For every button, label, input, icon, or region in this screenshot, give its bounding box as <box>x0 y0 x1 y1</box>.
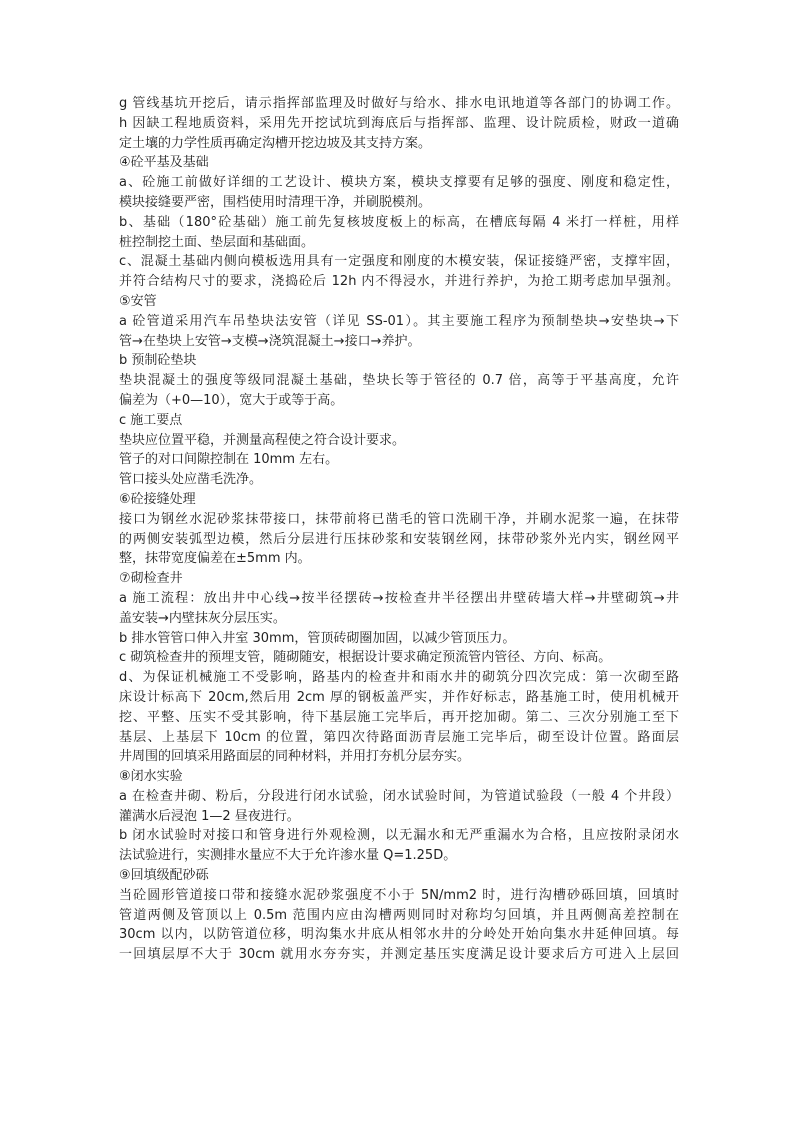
text-line: a 砼管道采用汽车吊垫块法安管（详见 SS-01）。其主要施工程序为预制垫块→安垫块→下 <box>119 313 679 329</box>
text-line: ⑤安管 <box>119 293 157 309</box>
text-line: 床设计标高下 20cm,然后用 2cm 厚的钢板盖严实，并作好标志，路基施工时，使用机械开 <box>119 689 679 705</box>
text-line: ⑥砼接缝处理 <box>119 491 196 507</box>
text-line: g 管线基坑开挖后，请示指挥部监理及时做好与给水、排水电讯地道等各部门的协调工作。 <box>119 96 679 111</box>
text-line: 管道两侧及管顶以上 0.5m 范围内应由沟槽两则同时对称均匀回填，并且两侧高差控制在 <box>119 907 679 923</box>
text-line: 一回填层厚不大于 30cm 就用水夯夯实，并测定基压实度满足设计要求后方可进入上层回 <box>119 947 679 963</box>
text-line: 定土壤的力学性质再确定沟槽开挖边坡及其支持方案。 <box>119 135 432 151</box>
text-line: 灌满水后浸泡 1—2 昼夜进行。 <box>119 808 300 824</box>
text-line: ④砼平基及基础 <box>119 155 209 171</box>
text-line: 垫块混凝土的强度等级同混凝土基础，垫块长等于管径的 0.7 倍，高等于平基高度，允许 <box>119 373 679 389</box>
text-line: ⑨回填级配砂砾 <box>119 868 209 884</box>
text-line: 30cm 以内，以防管道位移，明沟集水井底从相邻水井的分岭处开始向集水井延伸回填。每 <box>119 927 679 943</box>
text-line: 整，抹带宽度偏差在±5mm 内。 <box>119 551 311 567</box>
text-line: 模块接缝要严密，围档使用时清理干净，并刷脱模剂。 <box>119 194 432 210</box>
text-line: 管→在垫块上安管→支模→浇筑混凝土→接口→养护。 <box>119 333 421 349</box>
text-line: 当砼圆形管道接口带和接缝水泥砂浆强度不小于 5N/mm2 时，进行沟槽砂砾回填，回填时 <box>119 887 679 903</box>
text-line: b、基础（180°砼基础）施工前先复核坡度板上的标高，在槽底每隔 4 米打一样桩，用样 <box>119 214 679 230</box>
text-line: 管口接头处应凿毛洗净。 <box>119 472 263 488</box>
text-line: 挖、平整、压实不受其影响，待下基层施工完毕后，再开挖加砌。第二、三次分别施工至下 <box>119 709 679 725</box>
text-line: 法试验进行，实测排水量应不大于允许渗水量 Q=1.25D。 <box>119 848 457 864</box>
text-line: 盖安装→内壁抹灰分层压实。 <box>119 610 286 626</box>
text-line: b 闭水试验时对接口和管身进行外观检测，以无漏水和无严重漏水为合格，且应按附录闭水 <box>119 828 679 844</box>
text-line: d、为保证机械施工不受影响，路基内的检查井和雨水井的砌筑分四次完成：第一次砌至路 <box>119 670 679 686</box>
text-line: a、砼施工前做好详细的工艺设计、模块方案，模块支撑要有足够的强度、刚度和稳定性， <box>119 175 679 191</box>
text-line: 井周围的回填采用路面层的同种材料，并用打夯机分层夯实。 <box>119 749 471 765</box>
text-line: 桩控制挖土面、垫层面和基础面。 <box>119 234 315 250</box>
document-body <box>119 94 679 965</box>
text-line: 基层、上基层下 10cm 的位置，第四次待路面沥青层施工完毕后，砌至设计位置。路面层 <box>119 729 679 745</box>
text-line: 偏差为（+0—10），宽大于或等于高。 <box>119 392 344 408</box>
text-line: a 在检查井砌、粉后，分段进行闭水试验，闭水试验时间，为管道试验段（一般 4 个井段） <box>119 788 679 804</box>
text-line: ⑧闭水实验 <box>119 769 183 785</box>
text-line: 接口为钢丝水泥砂浆抹带接口，抹带前将已凿毛的管口洗刷干净，并刷水泥浆一遍，在抹带 <box>119 511 679 527</box>
text-line: b 排水管管口伸入井室 30mm，管顶砖砌圈加固，以减少管顶压力。 <box>119 630 516 646</box>
text-line: c 砌筑检查井的预埋支管，随砌随安，根据设计要求确定预流管内管径、方向、标高。 <box>119 650 612 666</box>
text-line: b 预制砼垫块 <box>119 353 197 369</box>
text-line: a 施工流程：放出井中心线→按半径摆砖→按检查井半径摆出井壁砖墙大样→井壁砌筑→井 <box>119 590 679 606</box>
text-line: ⑦砌检查井 <box>119 571 183 587</box>
text-line: 并符合结构尺寸的要求，浇捣砼后 12h 内不得浸水，并进行养护，为抢工期考虑加早强剂。 <box>119 274 679 290</box>
text-line: 管子的对口间隙控制在 10mm 左右。 <box>119 452 339 468</box>
text-line: 垫块应位置平稳，并测量高程使之符合设计要求。 <box>119 432 406 448</box>
text-line: c、混凝土基础内侧向模板选用具有一定强度和刚度的木模安装，保证接缝严密，支撑牢固， <box>119 254 679 270</box>
text-line: h 因缺工程地质资料，采用先开挖试坑到海底后与指挥部、监理、设计院质检，财政一道确 <box>119 115 679 131</box>
text-line: 的两侧安装弧型边模，然后分层进行压抹砂浆和安装钢丝网，抹带砂浆外光内实，钢丝网平 <box>119 531 679 547</box>
text-line: c 施工要点 <box>119 412 183 428</box>
